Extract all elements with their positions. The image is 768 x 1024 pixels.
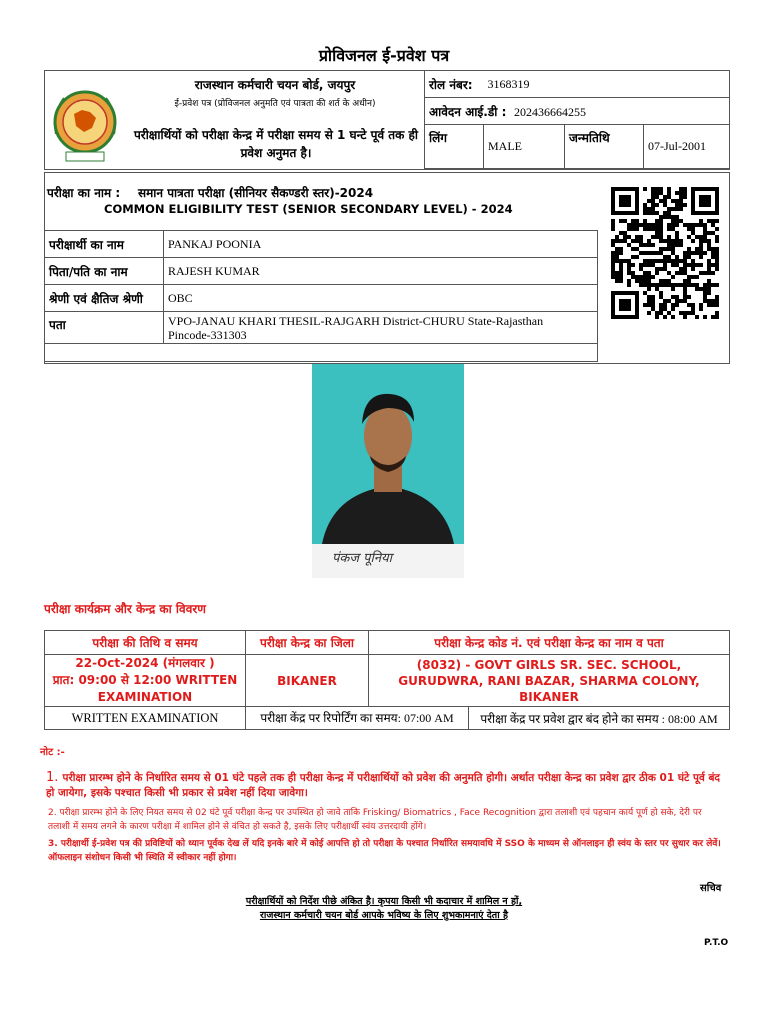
secretary-label: सचिव <box>700 883 722 894</box>
exam-name-english: COMMON ELIGIBILITY TEST (SENIOR SECONDARY LEVEL) - 2024 <box>104 202 513 216</box>
roll-info-table <box>424 70 730 169</box>
roll-label: रोल नंबर: <box>425 71 484 98</box>
footer-instruction-1: परीक्षार्थियों को निर्देश पीछे अंकित है। कृपया किसी भी कदाचार में शामिल न हों, <box>245 896 523 907</box>
empty-row <box>45 344 598 362</box>
board-name: राजस्थान कर्मचारी चयन बोर्ड, जयपुर <box>194 78 356 92</box>
candidate-name-label: परीक्षार्थी का नाम <box>45 231 164 258</box>
reporting-time: परीक्षा केंद्र पर रिपोर्टिंग का समय: 07:00 AM <box>246 707 469 729</box>
schedule-table <box>44 630 730 730</box>
candidate-details-table <box>44 230 598 362</box>
timing-row <box>246 707 730 730</box>
schedule-col-district: परीक्षा केन्द्र का जिला <box>246 631 369 655</box>
schedule-col-centre: परीक्षा केन्द्र कोड नं. एवं परीक्षा केन्द्र का नाम व पता <box>369 631 730 655</box>
exam-district: BIKANER <box>246 655 369 707</box>
admit-card-subtitle: ई-प्रवेश पत्र (प्रोविजनल अनुमति एवं पात्रता की शर्त के अधीन) <box>174 99 376 109</box>
application-id-label: आवेदन आई.डी : <box>429 104 507 119</box>
document-title: प्रोविजनल ई-प्रवेश पत्र <box>318 46 450 65</box>
schedule-section-title: परीक्षा कार्यक्रम और केन्द्र का विवरण <box>44 602 206 616</box>
pto-label: P.T.O <box>704 938 729 948</box>
address-value <box>164 312 598 344</box>
note-1-number: 1. <box>46 770 63 785</box>
candidate-photo <box>312 364 464 578</box>
category-label: श्रेणी एवं क्षैतिज श्रेणी <box>45 285 164 312</box>
entry-notice: परीक्षार्थियों को परीक्षा केन्द्र में परीक्षा समय से 1 घन्टे पूर्व तक ही प्रवेश अनुमत है। <box>133 128 419 160</box>
gender-value: MALE <box>484 125 565 169</box>
candidate-name: PANKAJ POONIA <box>164 231 598 258</box>
father-name: RAJESH KUMAR <box>164 258 598 285</box>
gender-label: लिंग <box>425 125 484 169</box>
exam-date-time <box>45 655 246 707</box>
category-value: OBC <box>164 285 598 312</box>
exam-label: परीक्षा का नाम : <box>47 186 121 200</box>
board-logo-icon <box>46 84 124 166</box>
exam-type: WRITTEN EXAMINATION <box>45 707 246 730</box>
schedule-col-date: परीक्षा की तिथि व समय <box>45 631 246 655</box>
dob-label: जन्मतिथि <box>565 125 644 169</box>
application-id-row <box>425 98 730 125</box>
note-3-number: 3. <box>48 839 61 849</box>
address-line-2: Pincode-331303 <box>168 327 247 342</box>
address-line-1: VPO-JANAU KHARI THESIL-RAJGARH District-CHURU State-Rajasthan <box>168 313 544 328</box>
address-label: पता <box>45 312 164 344</box>
exam-name-hindi: समान पात्रता परीक्षा (सीनियर सैकण्डरी स्तर)-2024 <box>138 186 374 200</box>
qr-code-icon <box>611 186 719 320</box>
note-2: 2. परीक्षा प्रारम्भ होने के लिए नियत समय से 02 घंटे पूर्व परीक्षा केन्द्र पर उपस्थित हो जावे ताकि Frisking/ Biomatrics , Face Recognition द्वारा तलाशी एवं पहचान कार्य पूर्ण हो सके, देरी पर तलाशी में समय लगने के कारण परीक्षा में शामिल होने से वंचित हो सकते है, इसके लिए परीक्षार्थी स्वंय उत्तरदायी होंगे। <box>48 808 702 832</box>
footer-instruction-2: राजस्थान कर्मचारी चयन बोर्ड आपके भविष्य के लिए शुभकामनाएं देता है <box>259 910 509 921</box>
exam-centre: (8032) - GOVT GIRLS SR. SEC. SCHOOL, GURUDWRA, RANI BAZAR, SHARMA COLONY, BIKANER <box>369 655 730 707</box>
note-3: 3. परीक्षार्थी ई-प्रवेश पत्र की प्रविष्टियों को ध्यान पूर्वक देख लें यदि इनके बारे में कोई आपत्ति हो तो परीक्षा के पश्चात निर्धारित समयावधि में SSO के माध्यम से ऑनलाइन ही स्वंय के स्तर पर सुधार कर लेवें। ऑफलाइन संशोधन किसी भी स्थिति में स्वीकार नहीं होगा। <box>48 839 721 863</box>
exam-time: प्रात: 09:00 से 12:00 WRITTEN EXAMINATION <box>52 673 238 704</box>
roll-number: 3168319 <box>484 71 730 98</box>
note-2-number: 2. <box>48 808 60 818</box>
note-1: 1. परीक्षा प्रारम्भ होने के निर्धारित समय से 01 घंटे पहले तक ही परीक्षा केन्द्र में परीक्षार्थियों को प्रवेश की अनुमति होगी। अर्थात परीक्षा केन्द्र का प्रवेश द्वार ठीक 01 घंटे पूर्व बंद हो जायेगा, इसके पश्चात किसी भी प्रकार से प्रवेश नहीं दिया जावेगा। <box>46 770 721 799</box>
notes-label: नोट :- <box>40 747 65 758</box>
application-id: 202436664255 <box>514 104 587 119</box>
dob-value: 07-Jul-2001 <box>644 125 730 169</box>
father-name-label: पिता/पति का नाम <box>45 258 164 285</box>
exam-date: 22-Oct-2024 (मंगलवार ) <box>75 656 215 670</box>
gate-close-time: परीक्षा केंद्र पर प्रवेश द्वार बंद होने का समय : 08:00 AM <box>480 711 718 726</box>
candidate-signature: पंकज पूनिया <box>332 551 393 566</box>
